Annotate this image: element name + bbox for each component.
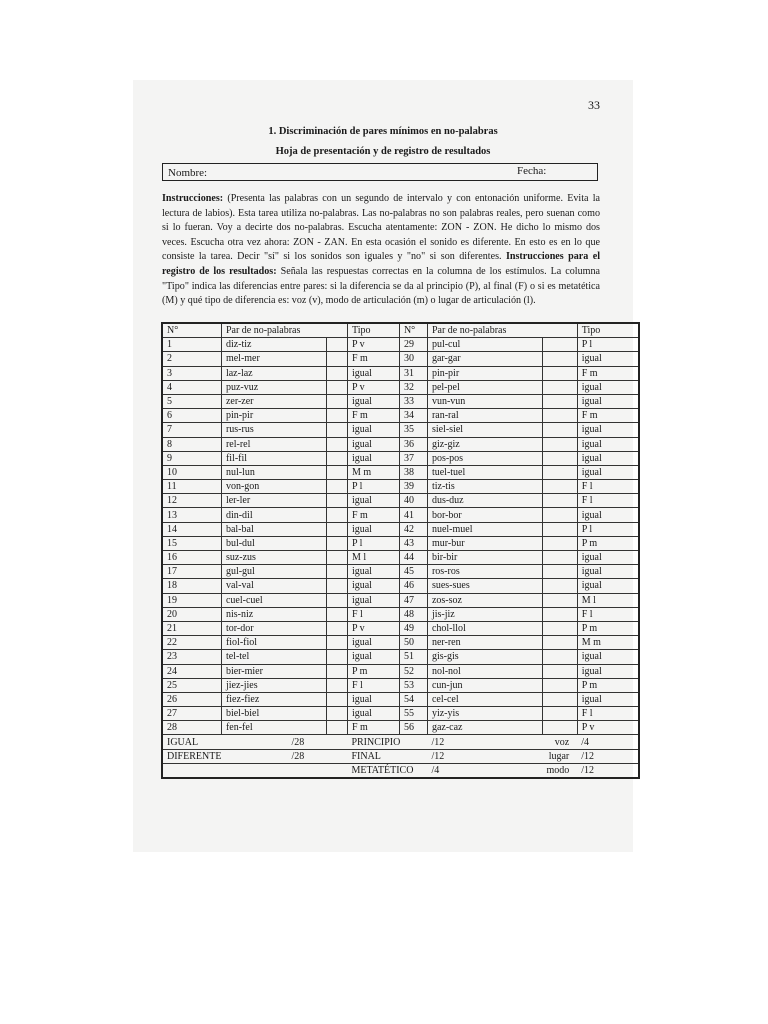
item-type: F l	[347, 678, 399, 692]
item-number: 13	[162, 508, 221, 522]
item-number: 47	[399, 593, 427, 607]
item-number: 31	[399, 366, 427, 380]
response-cell	[542, 721, 577, 735]
response-cell	[542, 423, 577, 437]
item-type: F m	[347, 721, 399, 735]
item-type: P l	[577, 338, 639, 352]
summary-label: PRINCIPIO	[347, 735, 427, 749]
table-row	[162, 380, 639, 394]
table-header-row	[162, 323, 639, 338]
response-cell	[542, 565, 577, 579]
table-row	[162, 394, 639, 408]
table-row	[162, 451, 639, 465]
item-type: M m	[577, 636, 639, 650]
item-number: 32	[399, 380, 427, 394]
item-pair: din-dil	[221, 508, 326, 522]
item-number: 40	[399, 494, 427, 508]
item-type: F m	[577, 366, 639, 380]
item-type: F m	[347, 508, 399, 522]
item-number: 25	[162, 678, 221, 692]
summary-total: /28	[221, 735, 347, 749]
summary-label: voz	[542, 735, 577, 749]
item-number: 27	[162, 707, 221, 721]
summary-total: /4	[427, 763, 542, 778]
item-type: P l	[347, 536, 399, 550]
header-number-right: N°	[399, 323, 427, 338]
item-number: 38	[399, 465, 427, 479]
item-pair: laz-laz	[221, 366, 326, 380]
item-number: 30	[399, 352, 427, 366]
item-type: igual	[577, 664, 639, 678]
item-pair: diz-tiz	[221, 338, 326, 352]
response-cell	[542, 621, 577, 635]
item-pair: yiz-yis	[427, 707, 542, 721]
summary-row	[162, 763, 639, 778]
response-cell	[326, 394, 347, 408]
item-type: F m	[347, 409, 399, 423]
item-number: 34	[399, 409, 427, 423]
response-cell	[326, 494, 347, 508]
response-cell	[542, 409, 577, 423]
item-pair: nol-nol	[427, 664, 542, 678]
table-row	[162, 664, 639, 678]
item-number: 43	[399, 536, 427, 550]
item-pair: tor-dor	[221, 621, 326, 635]
item-type: F l	[577, 707, 639, 721]
response-cell	[542, 522, 577, 536]
item-type: igual	[577, 380, 639, 394]
response-cell	[542, 437, 577, 451]
item-type: F l	[577, 607, 639, 621]
item-type: igual	[577, 692, 639, 706]
summary-label: METATÉTICO	[347, 763, 427, 778]
summary-total: /12	[577, 749, 639, 763]
item-type: M m	[347, 465, 399, 479]
item-type: igual	[347, 692, 399, 706]
item-number: 1	[162, 338, 221, 352]
response-cell	[542, 692, 577, 706]
item-number: 44	[399, 551, 427, 565]
item-type: igual	[577, 579, 639, 593]
item-number: 12	[162, 494, 221, 508]
item-type: igual	[347, 394, 399, 408]
item-type: igual	[577, 451, 639, 465]
item-type: igual	[347, 366, 399, 380]
response-cell	[326, 678, 347, 692]
item-pair: bir-bir	[427, 551, 542, 565]
item-pair: chol-llol	[427, 621, 542, 635]
item-pair: gar-gar	[427, 352, 542, 366]
summary-total: /4	[577, 735, 639, 749]
item-type: P m	[347, 664, 399, 678]
response-cell	[326, 664, 347, 678]
record-instructions-text: Señala las respuestas correctas en la columna de los estímulos. La columna "Tipo" indica las diferencias entre pares: si la diferencia se da al principio (P), al final (F) o si es metatética (M) y qué tipo de diferencia es: voz (v), modo de articulación (m) o lugar de articulación (l).	[162, 265, 600, 307]
response-cell	[326, 451, 347, 465]
response-cell	[326, 721, 347, 735]
item-number: 19	[162, 593, 221, 607]
results-table-wrapper	[161, 322, 640, 779]
table-row	[162, 721, 639, 735]
item-number: 50	[399, 636, 427, 650]
instructions-label: Instrucciones:	[162, 193, 224, 204]
item-type: F l	[577, 480, 639, 494]
item-number: 4	[162, 380, 221, 394]
item-type: igual	[577, 565, 639, 579]
summary-total: /12	[427, 735, 542, 749]
summary-label: FINAL	[347, 749, 427, 763]
item-number: 54	[399, 692, 427, 706]
response-cell	[326, 522, 347, 536]
item-number: 29	[399, 338, 427, 352]
header-number-left: N°	[162, 323, 221, 338]
item-pair: fiol-fiol	[221, 636, 326, 650]
item-number: 14	[162, 522, 221, 536]
header-type-right: Tipo	[577, 323, 639, 338]
item-pair: nuel-muel	[427, 522, 542, 536]
response-cell	[326, 650, 347, 664]
item-type: P l	[577, 522, 639, 536]
item-type: igual	[577, 423, 639, 437]
item-pair: bor-bor	[427, 508, 542, 522]
item-type: F m	[347, 352, 399, 366]
item-type: igual	[577, 465, 639, 479]
item-pair: bal-bal	[221, 522, 326, 536]
name-date-box	[162, 163, 598, 181]
item-pair: nis-niz	[221, 607, 326, 621]
item-pair: ran-ral	[427, 409, 542, 423]
item-number: 10	[162, 465, 221, 479]
item-type: P v	[347, 380, 399, 394]
response-cell	[542, 480, 577, 494]
header-pair-left: Par de no-palabras	[221, 323, 347, 338]
item-pair: mur-bur	[427, 536, 542, 550]
item-pair: tel-tel	[221, 650, 326, 664]
item-pair: tiz-tis	[427, 480, 542, 494]
response-cell	[542, 380, 577, 394]
table-row	[162, 366, 639, 380]
item-pair: val-val	[221, 579, 326, 593]
summary-total: /12	[427, 749, 542, 763]
table-row	[162, 522, 639, 536]
header-pair-right: Par de no-palabras	[427, 323, 577, 338]
response-cell	[326, 707, 347, 721]
item-type: igual	[577, 437, 639, 451]
response-cell	[542, 451, 577, 465]
item-pair: giz-giz	[427, 437, 542, 451]
item-number: 3	[162, 366, 221, 380]
item-type: F l	[577, 494, 639, 508]
response-cell	[542, 394, 577, 408]
response-cell	[326, 465, 347, 479]
item-type: M l	[347, 551, 399, 565]
response-cell	[326, 423, 347, 437]
response-cell	[326, 366, 347, 380]
item-number: 16	[162, 551, 221, 565]
summary-label: DIFERENTE	[162, 749, 221, 763]
item-type: F m	[577, 409, 639, 423]
item-pair: siel-siel	[427, 423, 542, 437]
date-label: Fecha:	[517, 165, 547, 177]
response-cell	[542, 508, 577, 522]
table-row	[162, 551, 639, 565]
item-pair: von-gon	[221, 480, 326, 494]
item-number: 26	[162, 692, 221, 706]
item-number: 15	[162, 536, 221, 550]
response-cell	[326, 565, 347, 579]
table-row	[162, 536, 639, 550]
item-type: igual	[347, 650, 399, 664]
summary-label: modo	[542, 763, 577, 778]
item-type: P l	[347, 480, 399, 494]
item-number: 46	[399, 579, 427, 593]
item-number: 33	[399, 394, 427, 408]
response-cell	[326, 593, 347, 607]
response-cell	[326, 508, 347, 522]
item-type: igual	[347, 565, 399, 579]
item-type: igual	[347, 494, 399, 508]
item-pair: pos-pos	[427, 451, 542, 465]
item-type: P m	[577, 621, 639, 635]
item-type: P v	[347, 621, 399, 635]
item-number: 49	[399, 621, 427, 635]
response-cell	[326, 338, 347, 352]
table-row	[162, 352, 639, 366]
response-cell	[326, 621, 347, 635]
item-number: 22	[162, 636, 221, 650]
item-number: 8	[162, 437, 221, 451]
summary-label	[162, 763, 221, 778]
instructions-text: (Presenta las palabras con un segundo de intervalo y con entonación uniforme. Evita la lectura de labios). Esta tarea utiliza no-palabras. Las no-palabras no son palabras reales, pero suenan como si lo fueran. Voy a decirte dos no-palabras. Escucha atentamente: ZON - ZON. He dicho lo mismo dos veces. Escucha otra vez ahora: ZON - ZAN. En esta ocasión el sonido es diferente. En esto es en lo que consiste la tarea. Decir "sí" si los sonidos son iguales y "no" si son diferentes.	[162, 193, 600, 263]
table-row	[162, 692, 639, 706]
item-pair: pin-pir	[427, 366, 542, 380]
response-cell	[326, 636, 347, 650]
item-pair: jiez-jies	[221, 678, 326, 692]
table-row	[162, 607, 639, 621]
response-cell	[542, 678, 577, 692]
table-row	[162, 707, 639, 721]
item-number: 17	[162, 565, 221, 579]
item-number: 6	[162, 409, 221, 423]
response-cell	[542, 707, 577, 721]
response-cell	[542, 664, 577, 678]
table-row	[162, 338, 639, 352]
item-number: 39	[399, 480, 427, 494]
item-type: igual	[347, 423, 399, 437]
response-cell	[326, 437, 347, 451]
response-cell	[542, 636, 577, 650]
item-type: igual	[577, 650, 639, 664]
item-pair: cun-jun	[427, 678, 542, 692]
item-pair: fil-fil	[221, 451, 326, 465]
item-number: 35	[399, 423, 427, 437]
item-type: igual	[347, 593, 399, 607]
item-number: 36	[399, 437, 427, 451]
item-number: 5	[162, 394, 221, 408]
item-number: 37	[399, 451, 427, 465]
response-cell	[326, 607, 347, 621]
item-pair: gul-gul	[221, 565, 326, 579]
response-cell	[542, 593, 577, 607]
page-number: 33	[588, 98, 600, 112]
header-type-left: Tipo	[347, 323, 399, 338]
item-number: 18	[162, 579, 221, 593]
response-cell	[542, 536, 577, 550]
item-number: 53	[399, 678, 427, 692]
item-pair: pel-pel	[427, 380, 542, 394]
summary-label: lugar	[542, 749, 577, 763]
item-pair: cuel-cuel	[221, 593, 326, 607]
item-number: 56	[399, 721, 427, 735]
response-cell	[542, 650, 577, 664]
item-number: 23	[162, 650, 221, 664]
item-pair: zos-soz	[427, 593, 542, 607]
item-pair: suz-zus	[221, 551, 326, 565]
item-number: 42	[399, 522, 427, 536]
item-pair: fiez-fiez	[221, 692, 326, 706]
table-row	[162, 650, 639, 664]
item-type: igual	[347, 437, 399, 451]
item-pair: ner-ren	[427, 636, 542, 650]
item-number: 52	[399, 664, 427, 678]
table-row	[162, 423, 639, 437]
item-pair: tuel-tuel	[427, 465, 542, 479]
response-cell	[542, 352, 577, 366]
item-number: 48	[399, 607, 427, 621]
response-cell	[326, 352, 347, 366]
response-cell	[542, 465, 577, 479]
item-number: 28	[162, 721, 221, 735]
response-cell	[542, 551, 577, 565]
table-row	[162, 565, 639, 579]
item-pair: gaz-caz	[427, 721, 542, 735]
item-type: P m	[577, 678, 639, 692]
table-row	[162, 437, 639, 451]
item-pair: ros-ros	[427, 565, 542, 579]
response-cell	[326, 409, 347, 423]
table-row	[162, 409, 639, 423]
item-number: 2	[162, 352, 221, 366]
item-number: 55	[399, 707, 427, 721]
item-number: 20	[162, 607, 221, 621]
response-cell	[326, 380, 347, 394]
response-cell	[542, 494, 577, 508]
item-type: igual	[347, 636, 399, 650]
response-cell	[326, 692, 347, 706]
item-number: 45	[399, 565, 427, 579]
item-pair: bul-dul	[221, 536, 326, 550]
item-pair: pin-pir	[221, 409, 326, 423]
item-pair: mel-mer	[221, 352, 326, 366]
item-pair: nul-lun	[221, 465, 326, 479]
item-pair: puz-vuz	[221, 380, 326, 394]
table-row	[162, 494, 639, 508]
item-pair: biel-biel	[221, 707, 326, 721]
item-pair: ler-ler	[221, 494, 326, 508]
item-type: M l	[577, 593, 639, 607]
item-type: igual	[577, 551, 639, 565]
item-type: igual	[347, 451, 399, 465]
table-row	[162, 579, 639, 593]
table-row	[162, 621, 639, 635]
summary-row	[162, 735, 639, 749]
summary-total	[221, 763, 347, 778]
summary-row	[162, 749, 639, 763]
table-row	[162, 678, 639, 692]
item-number: 7	[162, 423, 221, 437]
item-type: P v	[577, 721, 639, 735]
table-row	[162, 593, 639, 607]
item-number: 24	[162, 664, 221, 678]
response-cell	[326, 480, 347, 494]
item-number: 11	[162, 480, 221, 494]
instructions	[162, 192, 600, 309]
response-cell	[542, 366, 577, 380]
item-pair: dus-duz	[427, 494, 542, 508]
summary-label: IGUAL	[162, 735, 221, 749]
page-subtitle: Hoja de presentación y de registro de resultados	[275, 146, 491, 157]
table-row	[162, 480, 639, 494]
item-type: igual	[347, 707, 399, 721]
table-row	[162, 508, 639, 522]
response-cell	[326, 551, 347, 565]
response-cell	[326, 579, 347, 593]
item-pair: gis-gis	[427, 650, 542, 664]
item-type: P m	[577, 536, 639, 550]
item-pair: pul-cul	[427, 338, 542, 352]
item-number: 9	[162, 451, 221, 465]
item-pair: cel-cel	[427, 692, 542, 706]
name-label: Nombre:	[168, 167, 208, 179]
item-type: igual	[577, 352, 639, 366]
item-number: 41	[399, 508, 427, 522]
results-table	[161, 322, 640, 779]
response-cell	[542, 607, 577, 621]
item-pair: fen-fel	[221, 721, 326, 735]
record-instructions-label: Instrucciones para el registro de los resultados:	[162, 251, 601, 277]
item-pair: sues-sues	[427, 579, 542, 593]
item-pair: jis-jiz	[427, 607, 542, 621]
item-number: 51	[399, 650, 427, 664]
item-pair: zer-zer	[221, 394, 326, 408]
response-cell	[326, 536, 347, 550]
item-pair: rus-rus	[221, 423, 326, 437]
response-cell	[542, 338, 577, 352]
item-type: P v	[347, 338, 399, 352]
summary-total: /28	[221, 749, 347, 763]
table-row	[162, 636, 639, 650]
item-type: igual	[347, 522, 399, 536]
item-type: F l	[347, 607, 399, 621]
item-type: igual	[577, 394, 639, 408]
item-pair: vun-vun	[427, 394, 542, 408]
table-row	[162, 465, 639, 479]
page-title: 1. Discriminación de pares mínimos en no-palabras	[268, 126, 498, 137]
item-type: igual	[577, 508, 639, 522]
item-number: 21	[162, 621, 221, 635]
item-type: igual	[347, 579, 399, 593]
response-cell	[542, 579, 577, 593]
item-pair: bier-mier	[221, 664, 326, 678]
summary-total: /12	[577, 763, 639, 778]
item-pair: rel-rel	[221, 437, 326, 451]
